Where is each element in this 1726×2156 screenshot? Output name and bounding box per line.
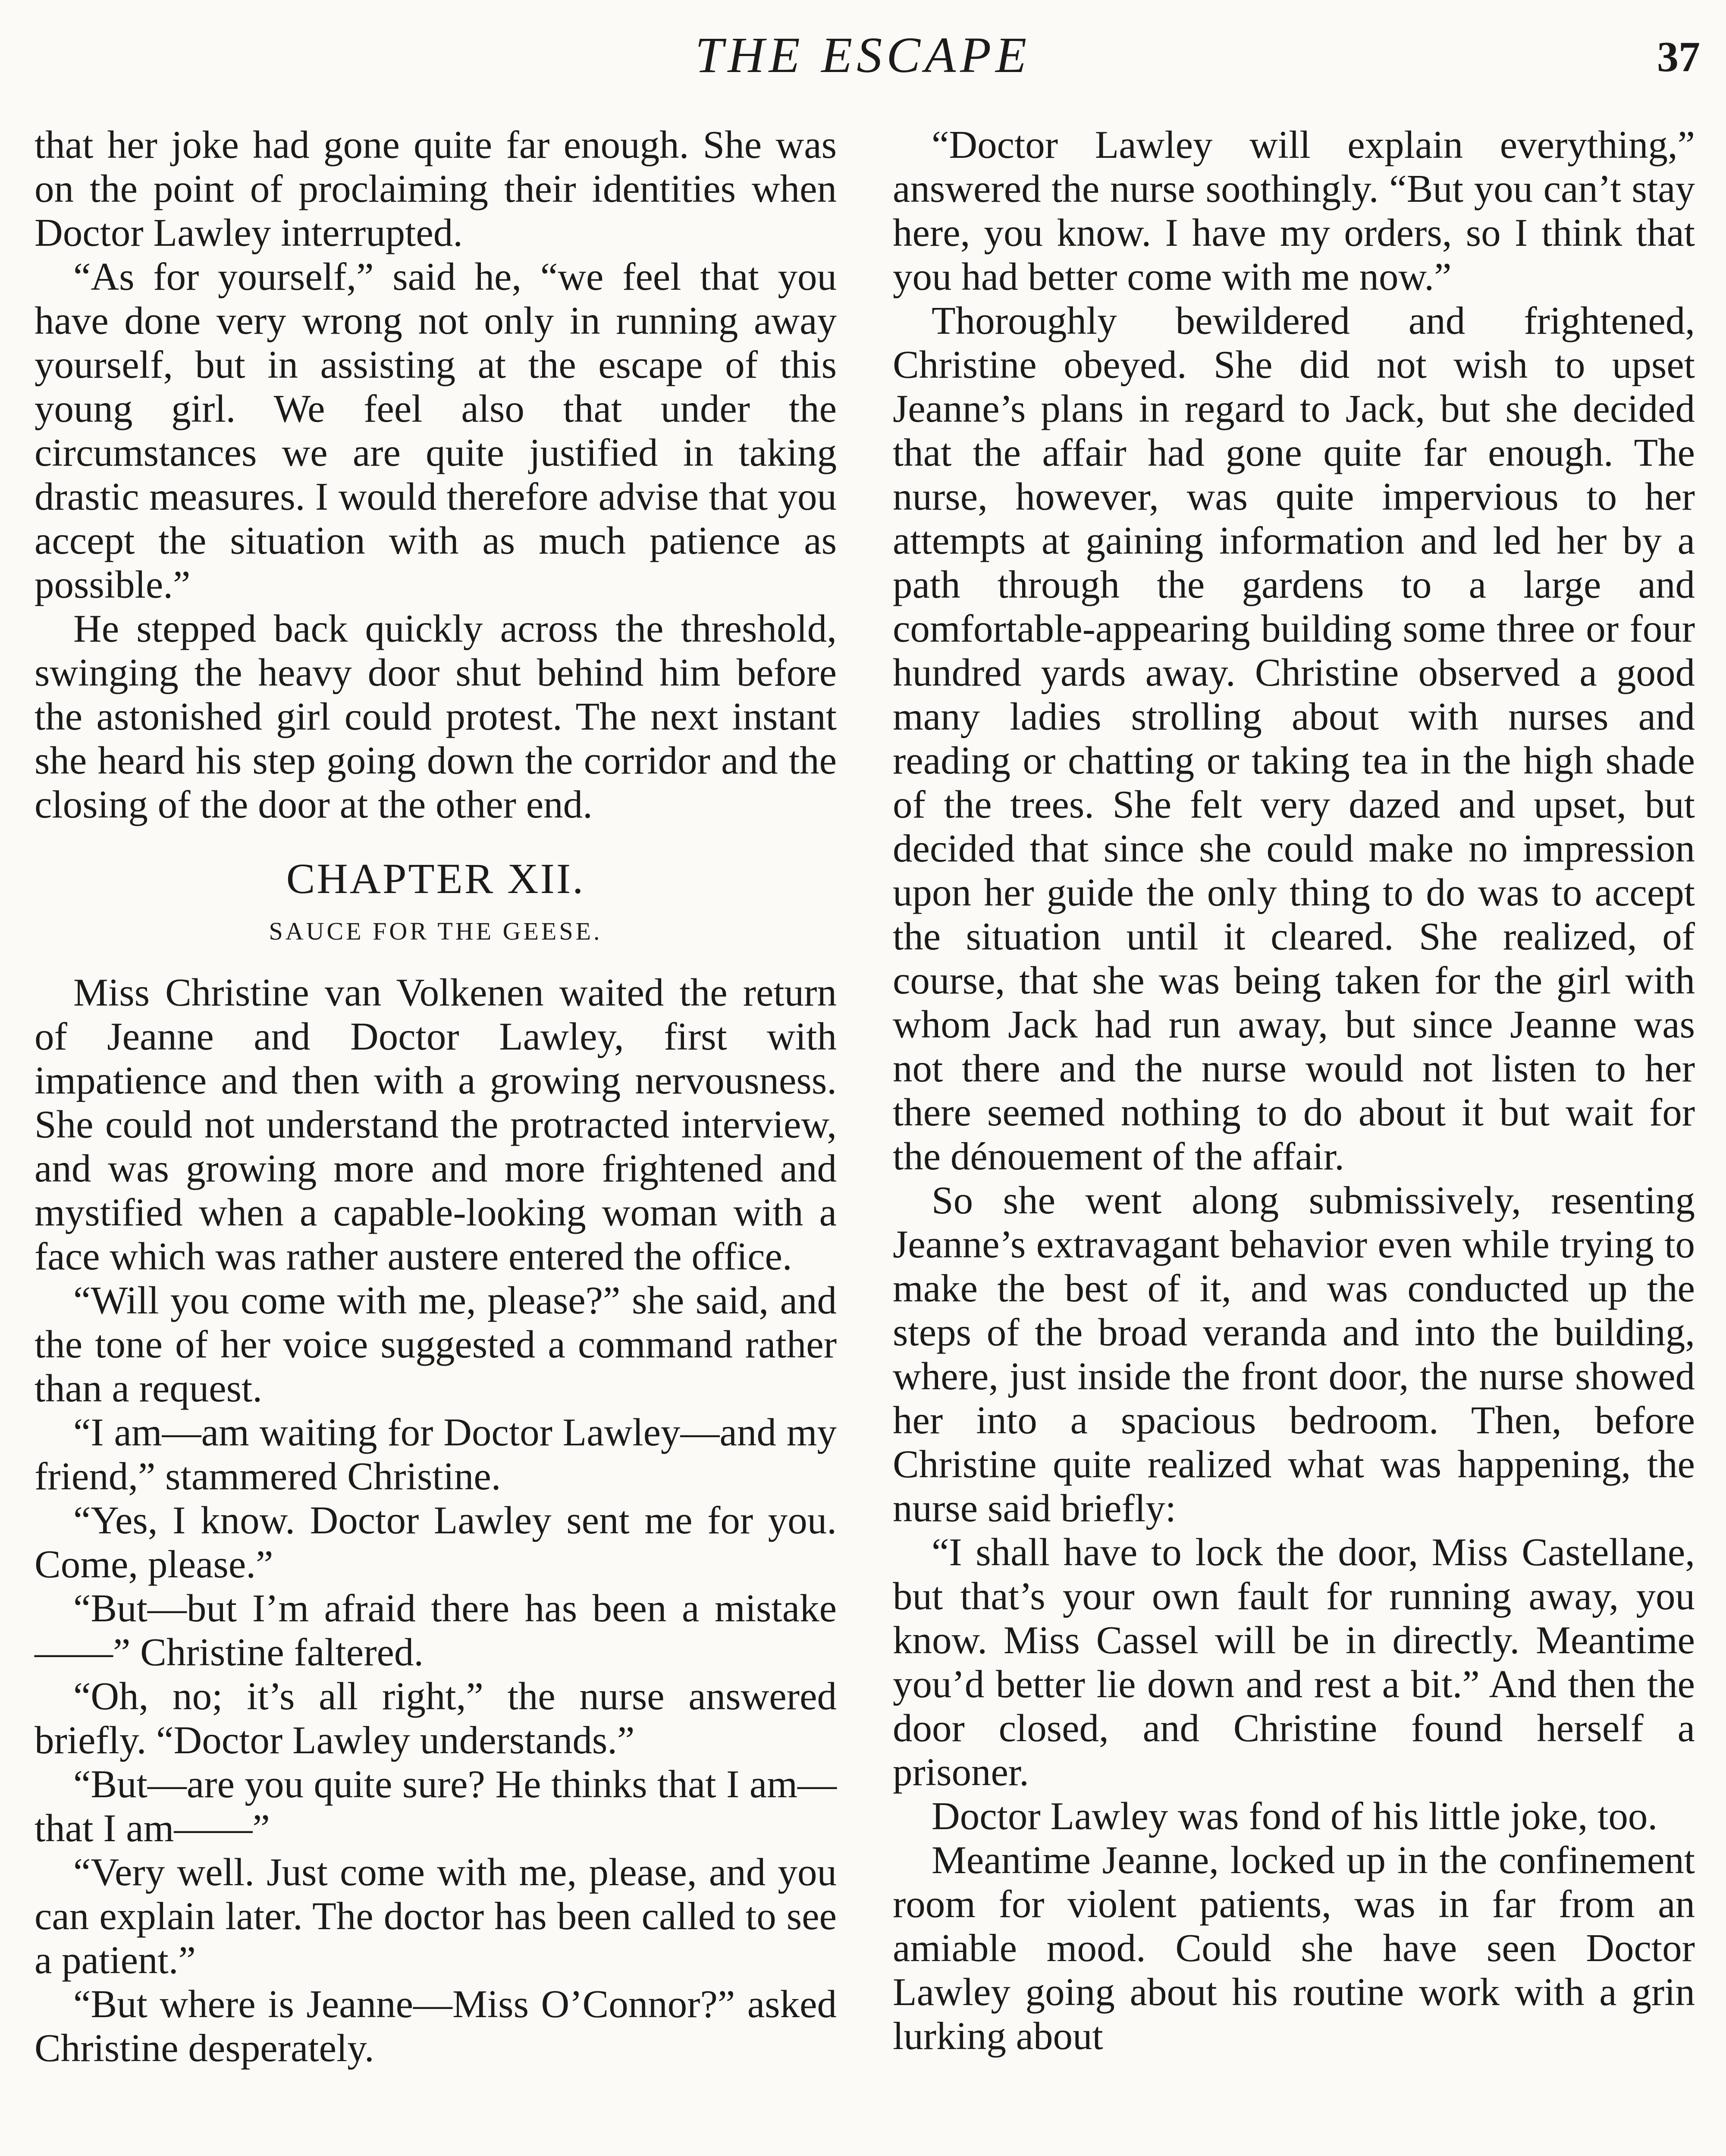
chapter-subtitle: SAUCE FOR THE GEESE. — [269, 917, 603, 945]
paragraph: He stepped back quickly across the threshold, swinging the heavy door shut behind him before the astonished girl could protest. The next instant she heard his step going down the corridor and the closing of the door at the other end. — [35, 607, 837, 826]
paragraph: “But—are you quite sure? He thinks that I am—that I am——” — [35, 1762, 837, 1850]
right-column — [893, 123, 1695, 2058]
page-header — [0, 26, 1726, 95]
paragraph: Miss Christine van Volkenen waited the return of Jeanne and Doctor Lawley, first with impatience and then with a growing nervousness. She could not understand the protracted interview, and was growing more and more frightened and mystified when a capable-looking woman with a face which was rather austere entered the office. — [35, 971, 837, 1278]
paragraph: “I shall have to lock the door, Miss Castellane, but that’s your own fault for running away, you know. Miss Cassel will be in directly. Meantime you’d better lie down and rest a bit.” And then the door closed, and Christine found herself a prisoner. — [893, 1530, 1695, 1794]
paragraph: that her joke had gone quite far enough. She was on the point of proclaiming their identities when Doctor Lawley interrupted. — [35, 123, 837, 254]
paragraph: Meantime Jeanne, locked up in the confinement room for violent patients, was in far from an amiable mood. Could she have seen Doctor Lawley going about his routine work with a grin lurking about — [893, 1838, 1695, 2058]
paragraph: “Yes, I know. Doctor Lawley sent me for you. Come, please.” — [35, 1498, 837, 1586]
paragraph: “I am—am waiting for Doctor Lawley—and my friend,” stammered Christine. — [35, 1410, 837, 1498]
paragraph: Thoroughly bewildered and frightened, Christine obeyed. She did not wish to upset Jeanne’s plans in regard to Jack, but she decided that the affair had gone quite far enough. The nurse, however, was quite impervious to her attempts at gaining information and led her by a path through the gardens to a large and comfortable-appearing building some three or four hundred yards away. Christine observed a good many ladies strolling about with nurses and reading or chatting or taking tea in the high shade of the trees. She felt very dazed and upset, but decided that since she could make no impression upon her guide the only thing to do was to accept the situation until it cleared. She realized, of course, that she was being taken for the girl with whom Jack had run away, but since Jeanne was not there and the nurse would not listen to her there seemed nothing to do about it but wait for the dénouement of the affair. — [893, 299, 1695, 1178]
paragraph: Doctor Lawley was fond of his little joke, too. — [932, 1794, 1658, 1838]
chapter-title: CHAPTER XII. — [286, 855, 585, 903]
running-head: THE ESCAPE — [695, 27, 1031, 83]
paragraph: “Will you come with me, please?” she said, and the tone of her voice suggested a command rather than a request. — [35, 1279, 837, 1410]
paragraph: “Oh, no; it’s all right,” the nurse answered briefly. “Doctor Lawley understands.” — [35, 1674, 837, 1762]
page-number: 37 — [1657, 33, 1700, 81]
paragraph: “But—but I’m afraid there has been a mistake——” Christine faltered. — [35, 1586, 837, 1674]
paragraph: “But where is Jeanne—Miss O’Connor?” asked Christine desperately. — [35, 1982, 837, 2070]
paragraph: “Very well. Just come with me, please, and you can explain later. The doctor has been called to see a patient.” — [35, 1850, 837, 1982]
paragraph: “As for yourself,” said he, “we feel that you have done very wrong not only in running away yourself, but in assisting at the escape of this young girl. We feel also that under the circumstances we are quite justified in taking drastic measures. I would therefore advise that you accept the situation with as much patience as possible.” — [35, 255, 837, 606]
left-column — [35, 123, 837, 2070]
paragraph: “Doctor Lawley will explain everything,” answered the nurse soothingly. “But you can’t stay here, you know. I have my orders, so I think that you had better come with me now.” — [893, 123, 1695, 298]
paragraph: So she went along submissively, resenting Jeanne’s extravagant behavior even while trying to make the best of it, and was conducted up the steps of the broad veranda and into the building, where, just inside the front door, the nurse showed her into a spacious bedroom. Then, before Christine quite realized what was happening, the nurse said briefly: — [893, 1178, 1695, 1530]
